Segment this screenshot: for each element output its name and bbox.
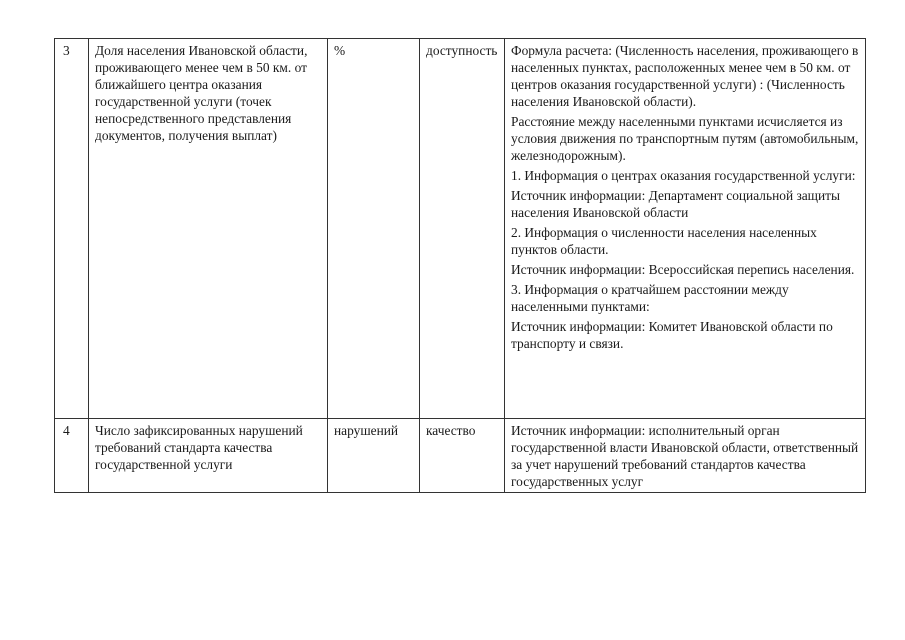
indicator-name: Доля населения Ивановской области, проживающего менее чем в 50 км. от ближайшего центра оказания государственной услуги (точек непосредственного представления документов, получения выплат) xyxy=(95,43,308,143)
description-paragraph: 3. Информация о кратчайшем расстоянии между населенными пунктами: xyxy=(511,282,789,314)
description-paragraph: Расстояние между населенными пунктами исчисляется из условия движения по транспортным путям (автомобильным, железнодорожным). xyxy=(511,114,859,163)
indicator-name-cell xyxy=(89,419,328,493)
description-cell xyxy=(505,419,866,493)
indicator-type: доступность xyxy=(426,43,498,58)
unit-cell xyxy=(328,419,420,493)
description-paragraph: Источник информации: Департамент социальной защиты населения Ивановской области xyxy=(511,188,841,220)
description-paragraph: Формула расчета: (Численность населения, проживающего в населенных пунктах, расположенных менее чем в 50 км. от центров оказания государственной услуги) : (Численность населения Ивановской области). xyxy=(511,43,859,109)
unit-of-measure: % xyxy=(334,43,346,58)
description-paragraph: Источник информации: Всероссийская перепись населения. xyxy=(511,262,855,277)
row-number-cell xyxy=(55,419,89,493)
description-paragraph: Источник информации: исполнительный орган государственной власти Ивановской области, ответственный за учет нарушений требований стандартов качества государственных услуг xyxy=(511,423,859,489)
description-paragraph: 1. Информация о центрах оказания государственной услуги: xyxy=(511,168,856,183)
description-paragraph: 2. Информация о численности населения населенных пунктов области. xyxy=(511,225,817,257)
indicator-type: качество xyxy=(426,423,476,438)
indicator-name-cell xyxy=(89,39,328,419)
table-row xyxy=(55,39,866,419)
description-paragraph: Источник информации: Комитет Ивановской области по транспорту и связи. xyxy=(511,319,833,351)
row-number: 3 xyxy=(63,43,70,58)
row-number: 4 xyxy=(63,423,70,438)
indicator-table xyxy=(54,38,866,493)
indicator-name: Число зафиксированных нарушений требований стандарта качества государственной услуги xyxy=(95,423,303,472)
description-cell xyxy=(505,39,866,419)
row-number-cell xyxy=(55,39,89,419)
indicator-type-cell xyxy=(420,419,505,493)
indicator-type-cell xyxy=(420,39,505,419)
table-row xyxy=(55,419,866,493)
unit-cell xyxy=(328,39,420,419)
unit-of-measure: нарушений xyxy=(334,423,399,438)
